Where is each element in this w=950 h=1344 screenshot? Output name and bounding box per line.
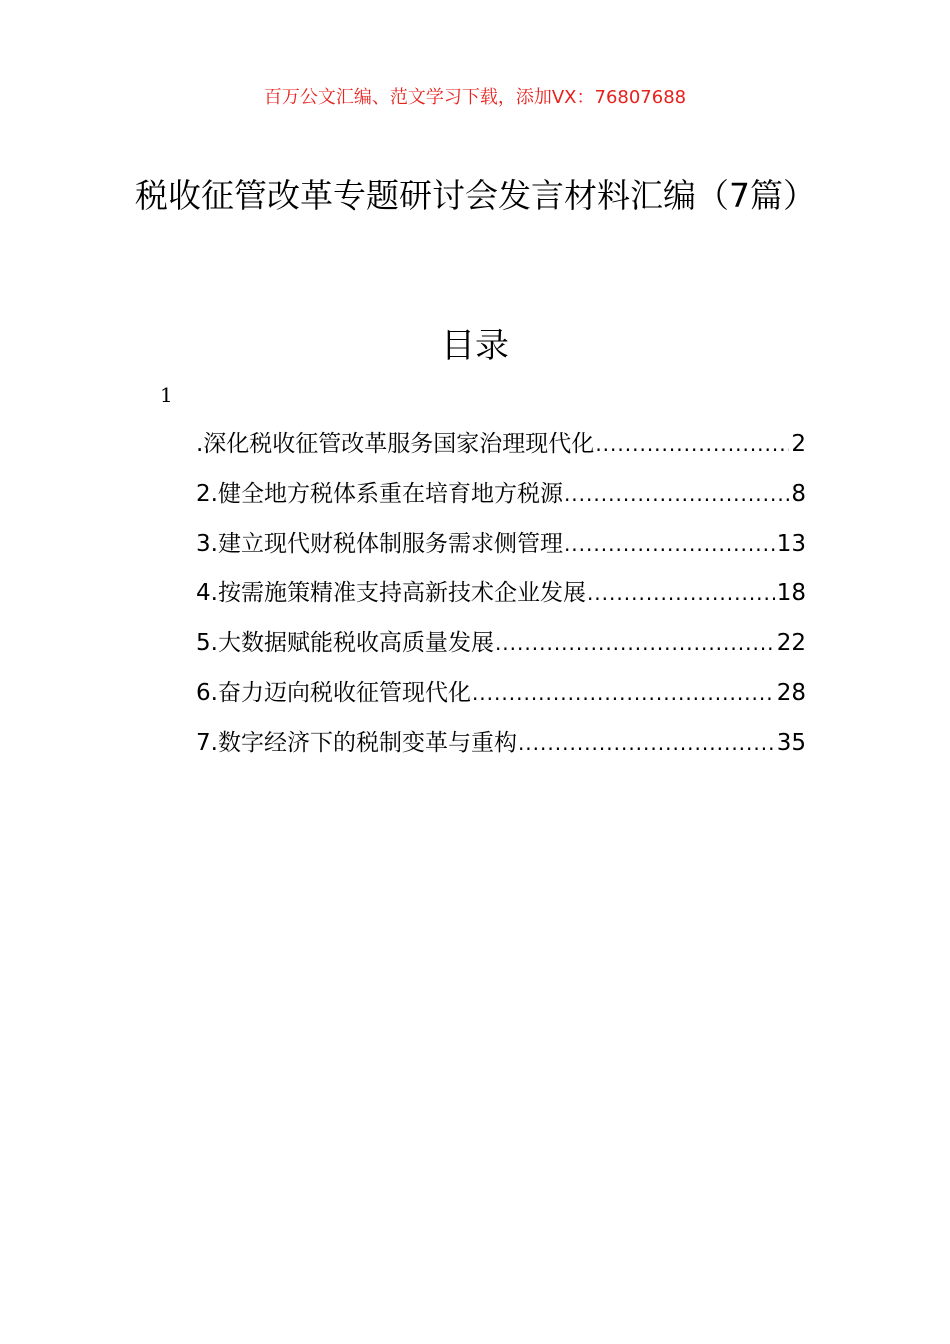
toc-entry-3[interactable] [196,522,806,572]
document-title: 税收征管改革专题研讨会发言材料汇编（7篇） [135,176,816,215]
toc-page-number: 28 [776,679,806,706]
toc-entry-title: 6.奋力迈向税收征管现代化 [196,679,471,706]
toc-entry-4[interactable] [196,571,806,621]
toc-entry-5[interactable] [196,621,806,671]
toc-entry-1[interactable] [196,422,806,472]
toc-entry-6[interactable] [196,671,806,721]
toc-entry-title: 3.建立现代财税体制服务需求侧管理 [196,530,563,557]
toc-dot-leader [564,522,775,566]
table-of-contents [196,422,806,771]
toc-entry-title: 4.按需施策精准支持高新技术企业发展 [196,580,586,607]
toc-heading: 目录 [441,326,509,366]
toc-dot-leader [564,472,789,516]
toc-dot-leader [495,621,775,665]
toc-dot-leader [472,671,775,715]
toc-entry-title: 5.大数据赋能税收高质量发展 [196,630,494,657]
promo-banner: 百万公文汇编、范文学习下载，添加VX：76807688 [263,87,687,108]
toc-entry-2[interactable] [196,472,806,522]
toc-entry-7[interactable] [196,721,806,771]
toc-entry-title: 7.数字经济下的税制变革与重构 [196,729,517,756]
toc-page-number: 18 [776,580,806,607]
toc-entry-title: .深化税收征管改革服务国家治理现代化 [196,431,595,457]
toc-page-number: 22 [776,630,806,657]
toc-page-number: 8 [791,480,806,507]
toc-entry-title: 2.健全地方税体系重在培育地方税源 [196,480,563,507]
toc-dot-leader [518,721,775,765]
toc-dot-leader [595,422,789,466]
toc-page-number: 35 [776,729,806,756]
leading-number: 1 [160,383,173,407]
toc-page-number: 13 [776,530,806,557]
toc-page-number: 2 [791,431,806,457]
toc-dot-leader [587,571,775,615]
